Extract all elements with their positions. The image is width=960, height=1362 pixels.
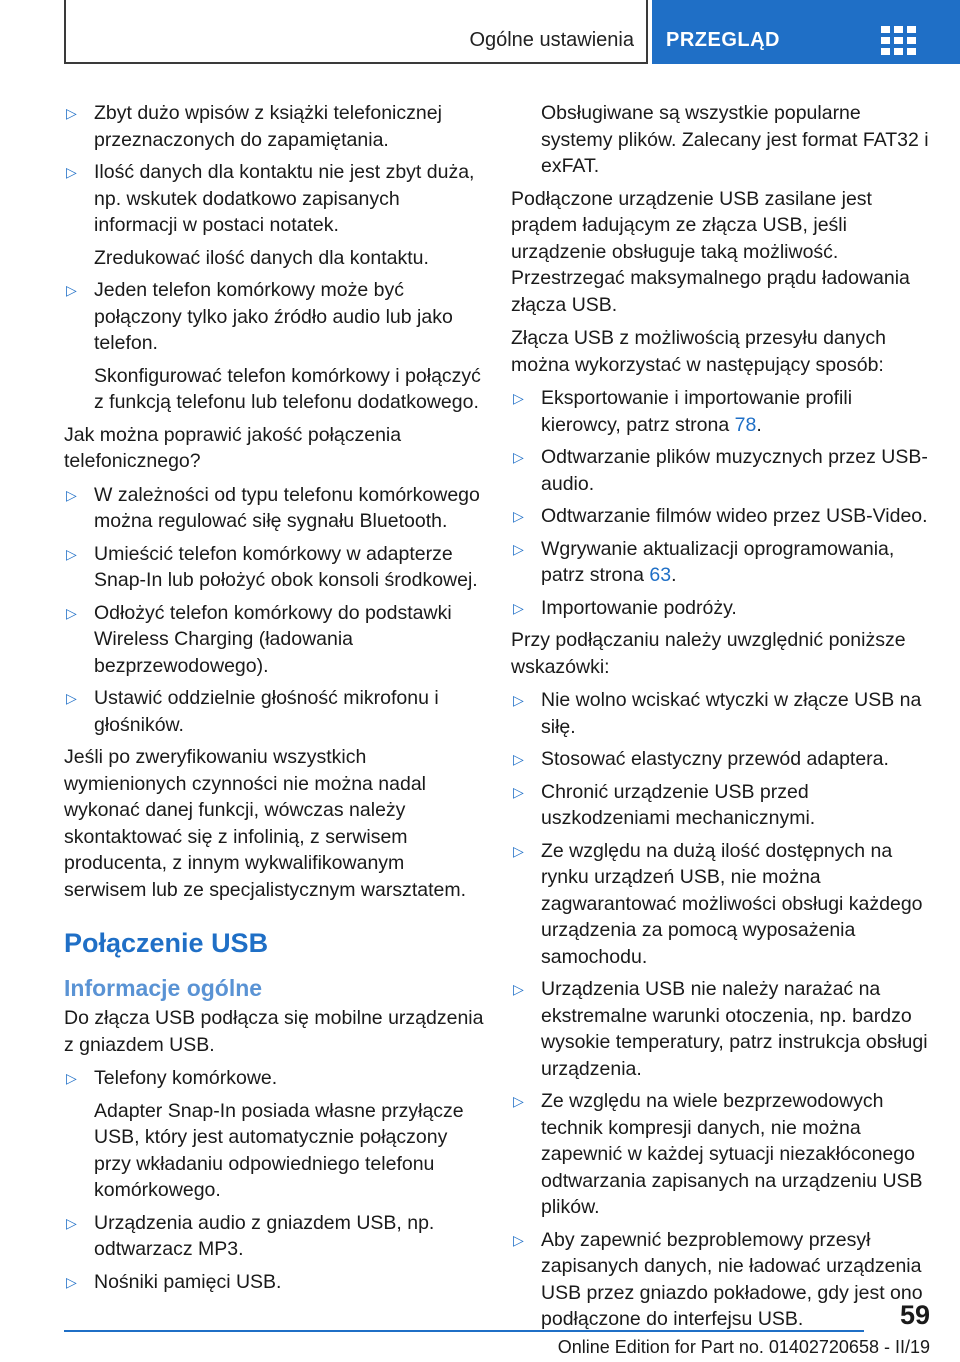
list-item: ▷ Odłożyć telefon komórkowy do podstawki Wireless Charging (ładowania bezprzewodowego). xyxy=(66,601,452,677)
bullet-triangle-icon: ▷ xyxy=(66,545,77,562)
bullet-triangle-icon: ▷ xyxy=(513,599,524,616)
list-item-remedy: Skonfigurować telefon komórkowy i połączyć z funkcją telefonu lub telefonu dodatkowego. xyxy=(94,364,481,413)
bullet-triangle-icon: ▷ xyxy=(513,783,524,800)
edition-footer: Online Edition for Part no. 01402720658 - II/19 xyxy=(557,1337,930,1357)
bullet-triangle-icon: ▷ xyxy=(66,604,77,621)
list-item: ▷ Telefony komórkowe. xyxy=(64,1065,484,1092)
list-item-continuation: Obsługiwane są wszystkie popularne systemy plików. Zalecany jest format FAT32 i exFAT. xyxy=(541,102,929,177)
list-item: ▷ Zbyt dużo wpisów z książki telefonicznej przeznaczonych do zapamiętania. xyxy=(66,102,442,151)
list-item: ▷ Odtwarzanie plików muzycznych przez USB-audio. xyxy=(513,446,928,495)
list-item: ▷ Umieścić telefon komórkowy w adapterze Snap-In lub położyć obok konsoli środkowej. xyxy=(66,542,478,591)
list-item: ▷ Wgrywanie aktualizacji oprogramowania, patrz strona 63. xyxy=(513,537,895,586)
bullet-triangle-icon: ▷ xyxy=(66,282,77,298)
usb-uses-paragraph: Złącza USB z możliwością przesyłu danych można wykorzystać w następujący sposób: xyxy=(511,327,886,376)
right-column xyxy=(511,100,931,1339)
section-title: Ogólne ustawienia xyxy=(469,29,634,51)
list-item: ▷ Chronić urządzenie USB przed uszkodzeniami mechanicznymi. xyxy=(513,780,816,829)
list-item: ▷ Jeden telefon komórkowy może być połączony tylko jako źródło audio lub jako telefon. xyxy=(66,279,453,354)
page-number: 59 xyxy=(899,1300,930,1330)
overview-nav-button[interactable] xyxy=(652,0,960,64)
page-link-78[interactable]: 78 xyxy=(734,413,757,436)
list-item: ▷ Aby zapewnić bezproblemowy przesył zapisanych danych, nie ładować urządzenia USB przez gniazdo pokładowe, gdy jest ono podłączone do interfejsu USB. xyxy=(513,1228,923,1330)
subsection-heading-general: Informacje ogólne xyxy=(64,975,263,1001)
charging-paragraph: Podłączone urządzenie USB zasilane jest prądem ładującym ze złącza USB, jeśli urządzenie obsługuje taką możliwość. Przestrzegać maksymalnego prądu ładowania złącza USB. xyxy=(511,187,910,316)
grid-icon xyxy=(881,26,917,56)
bullet-triangle-icon: ▷ xyxy=(513,508,524,524)
bullet-triangle-icon: ▷ xyxy=(66,1214,77,1231)
list-item: ▷ Nie wolno wciskać wtyczki w złącze USB na siłę. xyxy=(513,689,922,738)
bullet-triangle-icon: ▷ xyxy=(66,1273,77,1290)
list-item: ▷ Ze względu na wiele bezprzewodowych technik kompresji danych, nie można zapewnić w każdej sytuacji niezakłóconego odtwarzania zapisanych na urządzeniu USB plików. xyxy=(513,1090,923,1218)
list-item: ▷ Urządzenia USB nie należy narażać na ekstremalne warunki otoczenia, np. bardzo wysokie temperatury, patrz instrukcja obsługi urządzenia. xyxy=(513,978,928,1080)
left-column xyxy=(64,100,484,1301)
bullet-triangle-icon: ▷ xyxy=(513,1231,524,1248)
notes-paragraph: Przy podłączaniu należy uwzględnić poniższe wskazówki: xyxy=(511,629,906,678)
question-paragraph: Jak można poprawić jakość połączenia telefonicznego? xyxy=(64,423,402,472)
bullet-triangle-icon: ▷ xyxy=(513,692,524,708)
support-paragraph: Jeśli po zweryfikowaniu wszystkich wymienionych czynności nie można nadal wykonać danej funkcji, wówczas należy skontaktować się z infolinią, z serwisem producenta, z innym wykwalifikowanym serwisem lub ze specjalistycznym warsztatem. xyxy=(64,746,467,901)
bullet-triangle-icon: ▷ xyxy=(66,690,77,706)
list-item-remedy: Zredukować ilość danych dla kontaktu. xyxy=(94,246,429,269)
usb-intro-paragraph: Do złącza USB podłącza się mobilne urządzenia z gniazdem USB. xyxy=(64,1007,484,1056)
list-item: ▷ Odtwarzanie filmów wideo przez USB-Video. xyxy=(511,503,931,530)
bullet-triangle-icon: ▷ xyxy=(513,390,524,406)
list-item: ▷ Importowanie podróży. xyxy=(511,595,931,622)
list-item: ▷ Eksportowanie i importowanie profili kierowcy, patrz strona 78. xyxy=(513,387,853,436)
list-item: ▷ Urządzenia audio z gniazdem USB, np. odtwarzacz MP3. xyxy=(66,1211,435,1260)
header-section-box xyxy=(64,0,648,64)
footer-divider xyxy=(64,1330,864,1332)
bullet-triangle-icon: ▷ xyxy=(513,751,524,767)
bullet-triangle-icon: ▷ xyxy=(66,486,77,503)
bullet-triangle-icon: ▷ xyxy=(513,540,524,557)
bullet-triangle-icon: ▷ xyxy=(66,1070,77,1086)
bullet-triangle-icon: ▷ xyxy=(513,449,524,465)
overview-nav-label: PRZEGLĄD xyxy=(666,29,780,51)
list-item: ▷ Ustawić oddzielnie głośność mikrofonu i głośników. xyxy=(66,687,439,736)
bullet-triangle-icon: ▷ xyxy=(513,981,524,997)
list-item-note: Adapter Snap-In posiada własne przyłącze USB, który jest automatycznie połączony przy wkładaniu odpowiedniego telefonu komórkowego. xyxy=(94,1099,464,1201)
list-item: ▷ Nośniki pamięci USB. xyxy=(64,1269,484,1296)
bullet-triangle-icon: ▷ xyxy=(513,842,524,859)
page-link-63[interactable]: 63 xyxy=(649,564,672,586)
list-item: ▷ Stosować elastyczny przewód adaptera. xyxy=(511,746,931,773)
bullet-triangle-icon: ▷ xyxy=(66,105,77,121)
list-item: ▷ W zależności od typu telefonu komórkowego można regulować siłę sygnału Bluetooth. xyxy=(66,483,480,532)
section-heading-usb: Połączenie USB xyxy=(64,928,269,958)
bullet-triangle-icon: ▷ xyxy=(66,164,77,180)
list-item: ▷ Ilość danych dla kontaktu nie jest zbyt duża, np. wskutek dodatkowo zapisanych informacji w postaci notatek. xyxy=(66,161,475,236)
bullet-triangle-icon: ▷ xyxy=(513,1093,524,1109)
list-item: ▷ Ze względu na dużą ilość dostępnych na rynku urządzeń USB, nie można zagwarantować możliwości obsługi każdego urządzenia za pomocą wyposażenia samochodu. xyxy=(513,839,923,968)
